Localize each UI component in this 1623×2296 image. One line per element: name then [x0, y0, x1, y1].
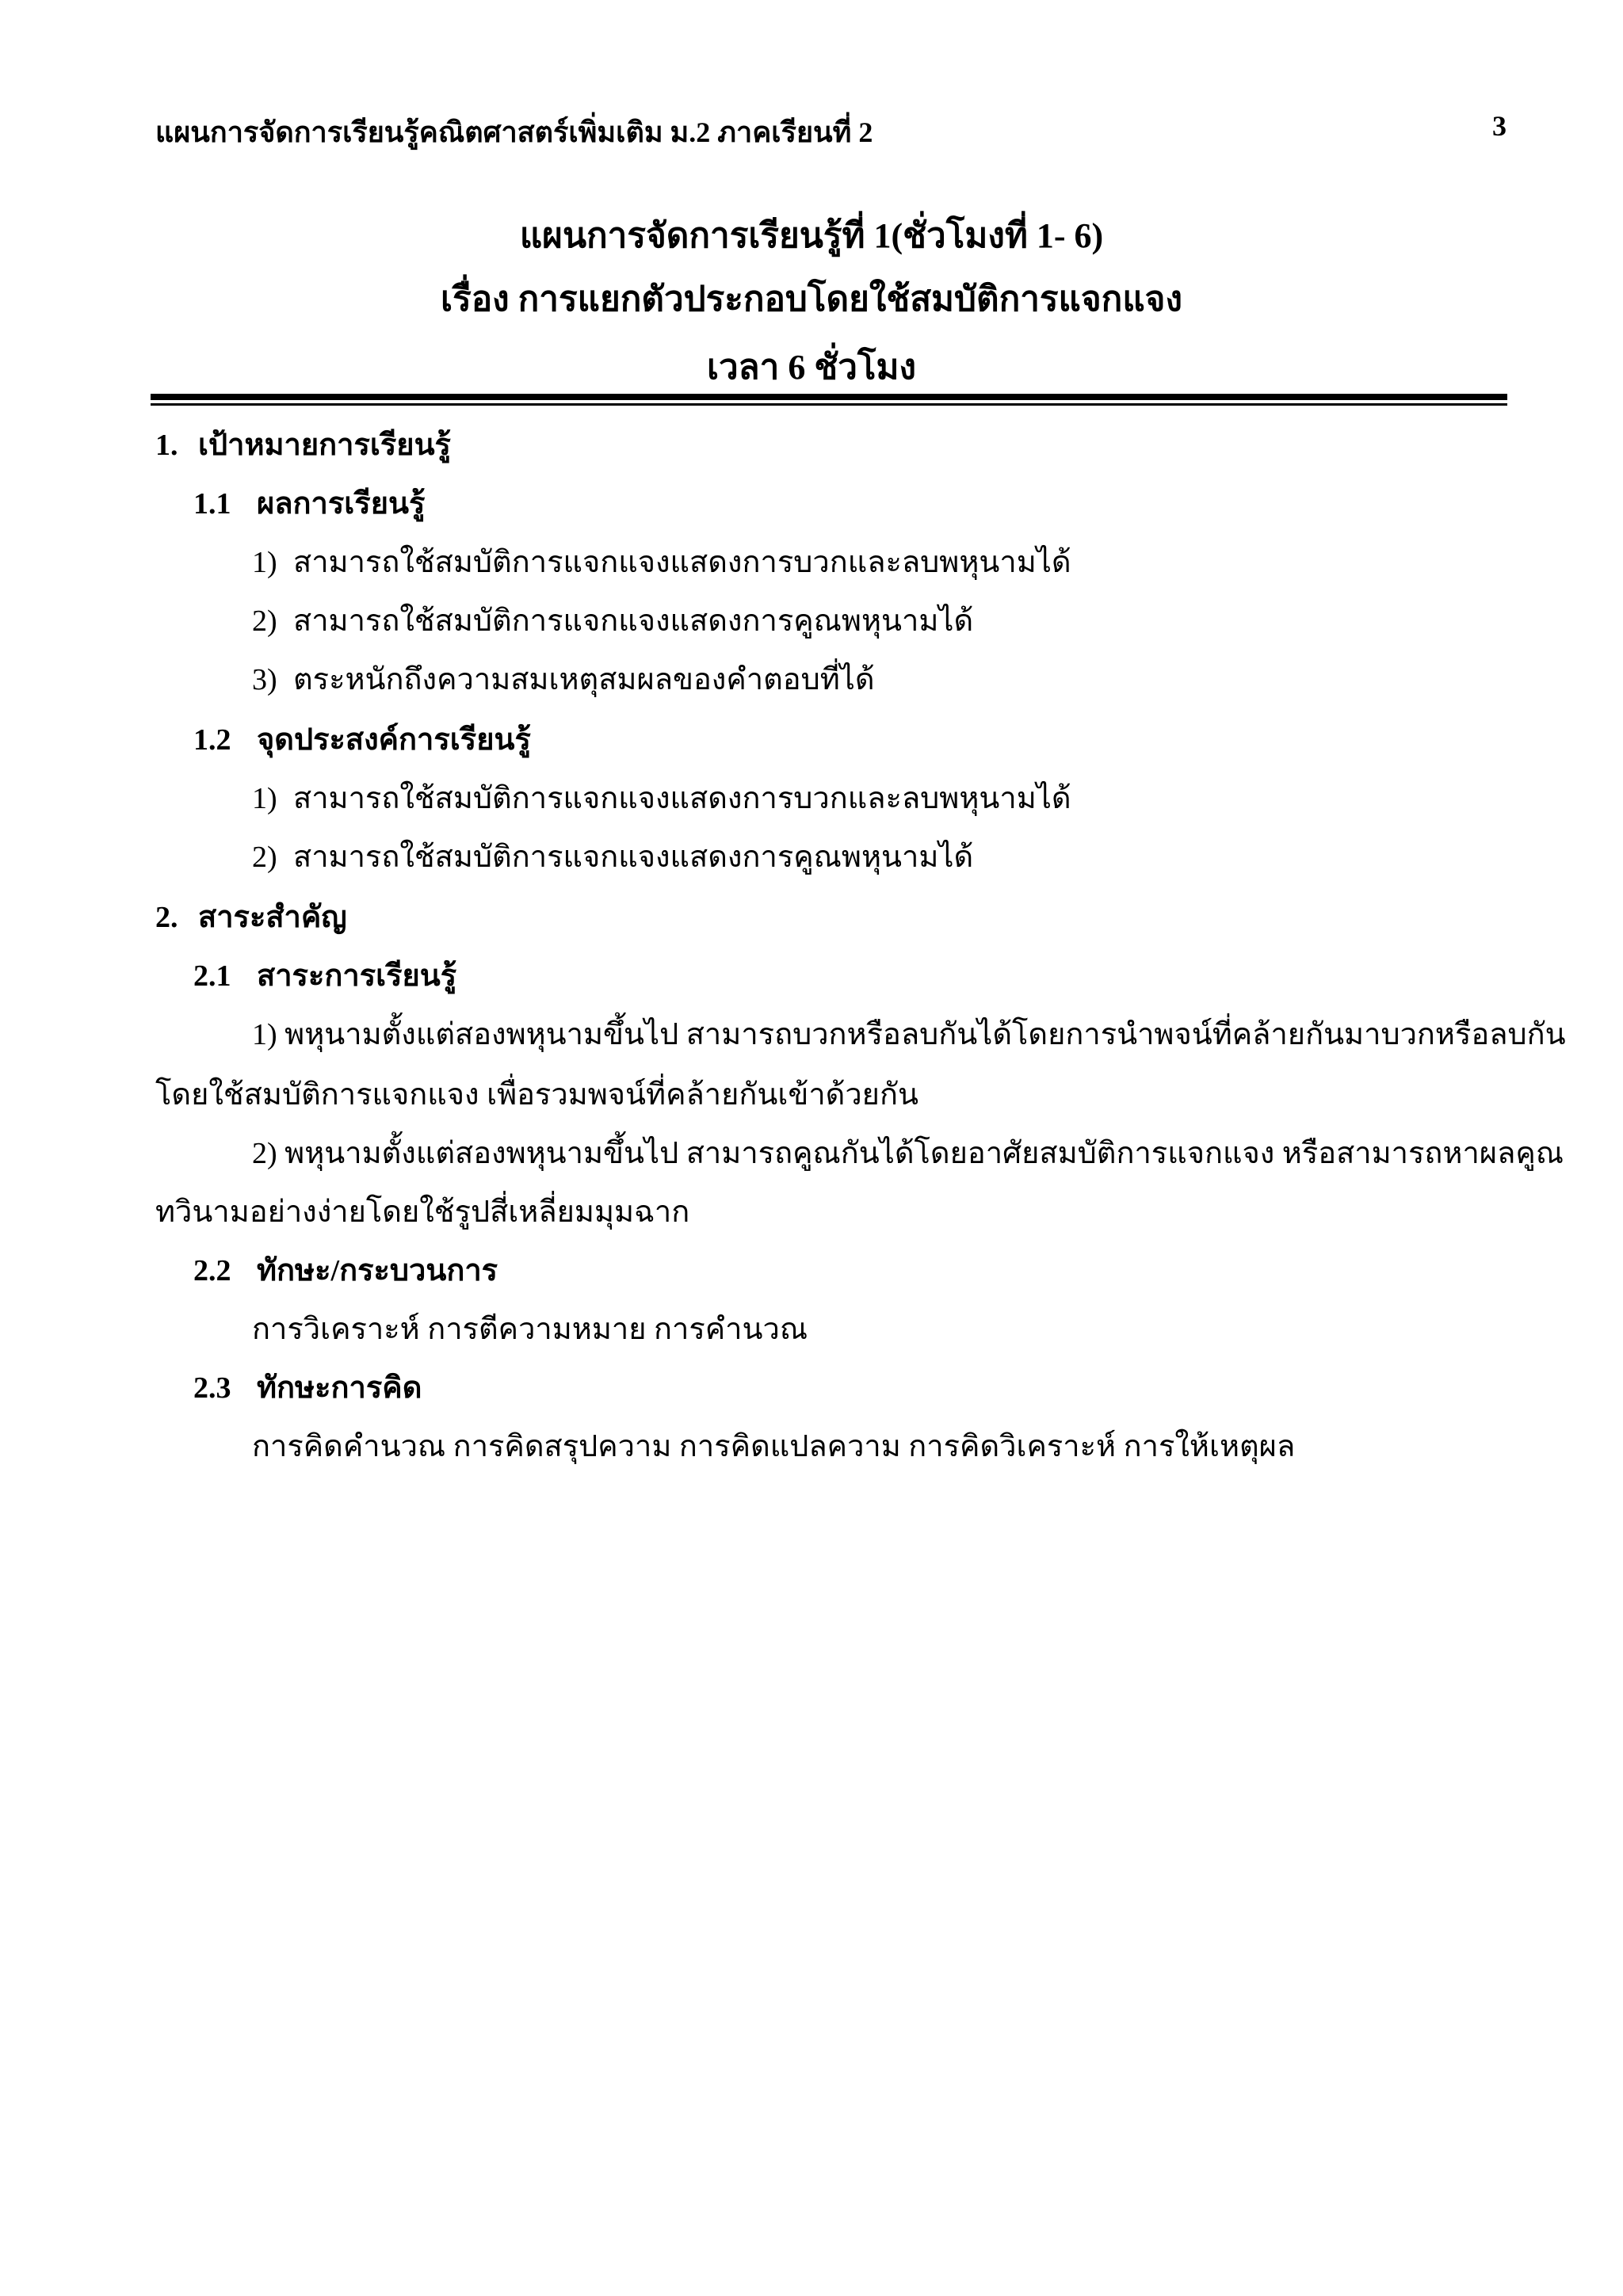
list-item — [252, 596, 973, 644]
page-number: 3 — [1492, 110, 1507, 142]
subsection-2-3-heading — [193, 1363, 422, 1411]
list-item — [252, 773, 1071, 822]
list-item-text: สามารถใช้สมบัติการแจกแจงแสดงการบวกและลบพหุนามได้ — [293, 782, 1071, 815]
thinking-skills-text: การคิดคำนวณ การคิดสรุปความ การคิดแปลความ การคิดวิเคราะห์ การให้เหตุผล — [252, 1430, 1296, 1463]
paragraph-line: 1) พหุนามตั้งแต่สองพหุนามขึ้นไป สามารถบวกหรือลบกันได้โดยการนำพจน์ที่คล้ายกันมาบวกหรือลบกัน — [252, 1018, 1566, 1051]
list-item-text: สามารถใช้สมบัติการแจกแจงแสดงการคูณพหุนามได้ — [293, 841, 974, 874]
list-item-number: 2) — [252, 605, 277, 638]
paragraph-line: โดยใช้สมบัติการแจกแจง เพื่อรวมพจน์ที่คล้ายกันเข้าด้วยกัน — [155, 1078, 918, 1112]
subsection-2-2-title: ทักษะ/กระบวนการ — [257, 1254, 498, 1287]
title-divider-thick — [151, 394, 1507, 400]
list-item-number: 2) — [252, 841, 277, 874]
paragraph-line: 2) พหุนามตั้งแต่สองพหุนามขึ้นไป สามารถคูณกันได้โดยอาศัยสมบัติการแจกแจง หรือสามารถหาผลคูณ — [252, 1137, 1564, 1170]
list-item-text: สามารถใช้สมบัติการแจกแจงแสดงการคูณพหุนามได้ — [293, 605, 974, 638]
list-item — [252, 537, 1071, 585]
section-2-number: 2. — [155, 901, 178, 934]
subsection-1-1-title: ผลการเรียนรู้ — [257, 487, 426, 521]
subsection-2-2-heading — [193, 1245, 498, 1294]
subsection-1-2-number: 1.2 — [193, 723, 231, 757]
subsection-1-2-heading — [193, 715, 531, 763]
section-1-title: เป้าหมายการเรียนรู้ — [198, 429, 451, 462]
subsection-1-1-number: 1.1 — [193, 487, 231, 521]
subsection-2-2-number: 2.2 — [193, 1254, 231, 1287]
list-item-number: 3) — [252, 663, 277, 696]
list-item-number: 1) — [252, 546, 277, 579]
section-1-heading — [155, 420, 451, 468]
subsection-1-2-title: จุดประสงค์การเรียนรู้ — [257, 723, 531, 757]
paragraph-line: ทวินามอย่างง่ายโดยใช้รูปสี่เหลี่ยมมุมฉาก — [155, 1196, 690, 1229]
section-2-title: สาระสำคัญ — [198, 901, 347, 934]
list-item — [252, 832, 973, 880]
subsection-2-3-number: 2.3 — [193, 1371, 231, 1405]
plan-duration: เวลา 6 ชั่วโมง — [706, 348, 917, 387]
subsection-2-1-number: 2.1 — [193, 959, 231, 993]
subsection-2-1-title: สาระการเรียนรู้ — [257, 959, 457, 993]
section-1-number: 1. — [155, 429, 178, 462]
list-item-number: 1) — [252, 782, 277, 815]
title-divider-thin — [151, 403, 1507, 406]
plan-title: แผนการจัดการเรียนรู้ที่ 1(ชั่วโมงที่ 1- 6) — [519, 216, 1104, 255]
section-2-heading — [155, 892, 347, 940]
subsection-2-1-heading — [193, 951, 456, 999]
list-item-text: สามารถใช้สมบัติการแจกแจงแสดงการบวกและลบพหุนามได้ — [293, 546, 1071, 579]
list-item — [252, 654, 875, 703]
subsection-2-3-title: ทักษะการคิด — [257, 1371, 422, 1405]
subsection-1-1-heading — [193, 479, 425, 527]
list-item-text: ตระหนักถึงความสมเหตุสมผลของคำตอบที่ได้ — [293, 663, 875, 696]
skills-process-text: การวิเคราะห์ การตีความหมาย การคำนวณ — [252, 1313, 808, 1346]
plan-subject: เรื่อง การแยกตัวประกอบโดยใช้สมบัติการแจกแจง — [441, 280, 1182, 318]
running-header-title: แผนการจัดการเรียนรู้คณิตศาสตร์เพิ่มเติม ม.2 ภาคเรียนที่ 2 — [155, 116, 873, 148]
